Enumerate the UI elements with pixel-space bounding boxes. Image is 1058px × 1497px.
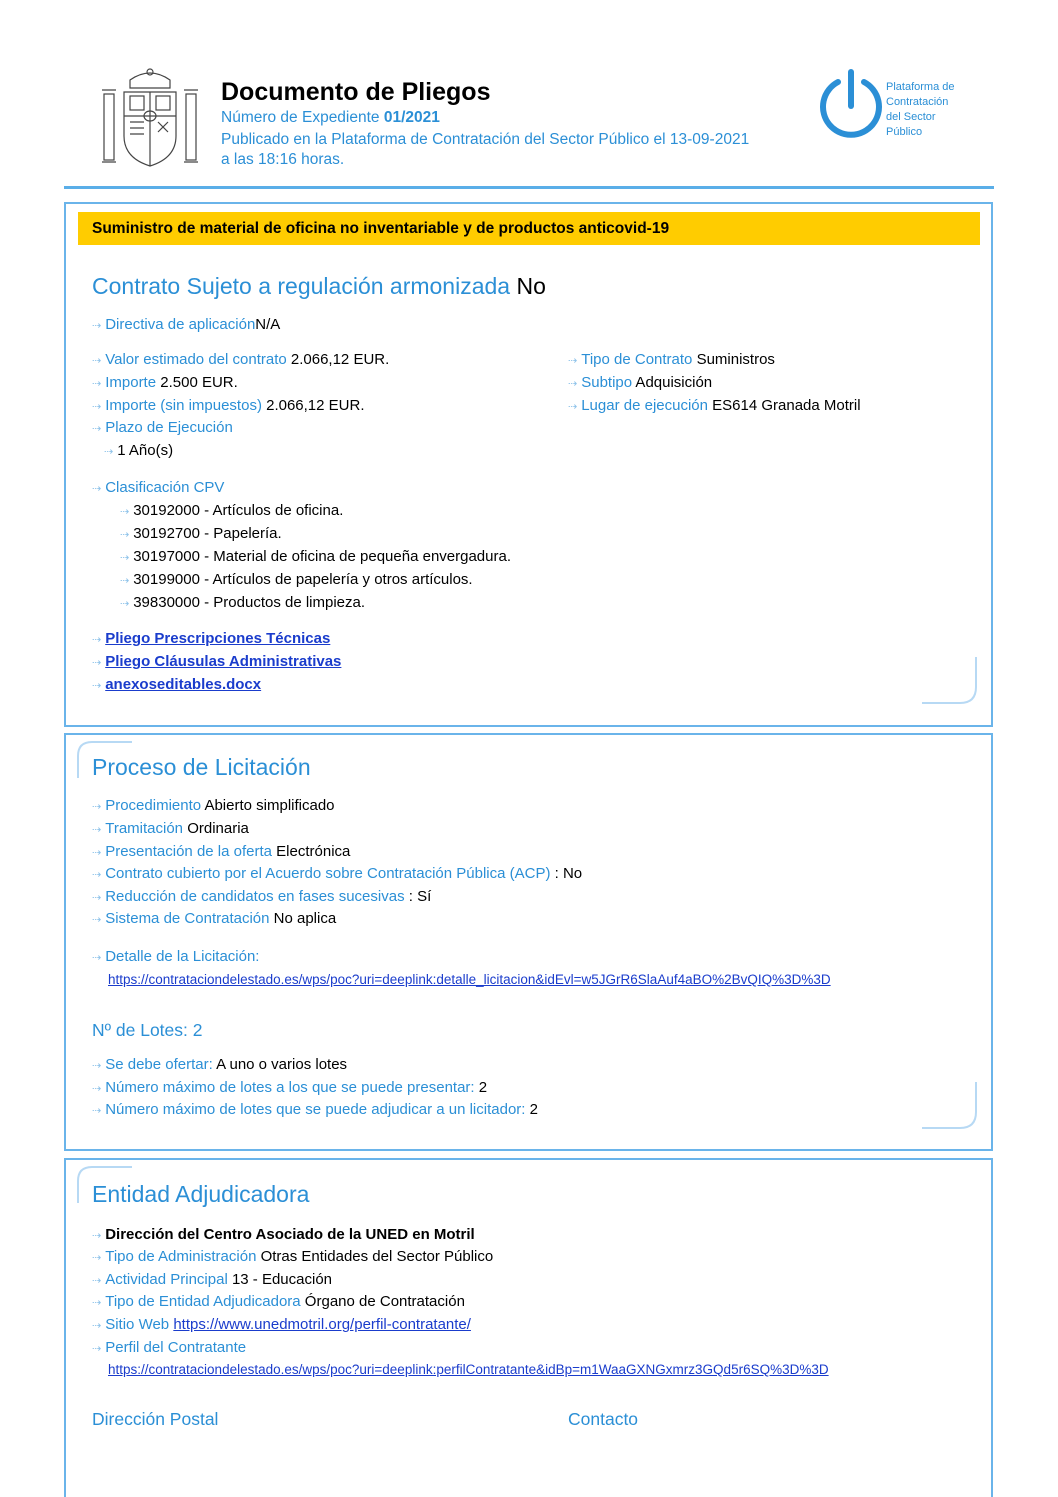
doc-link-row [92, 675, 261, 695]
contacto-heading: Contacto [568, 1409, 639, 1429]
anexos-editables-link[interactable]: anexoseditables.docx [105, 676, 262, 693]
pliego-prescripciones-link[interactable]: Pliego Prescripciones Técnicas [105, 630, 331, 647]
arrow-icon: ⇢ [92, 847, 102, 859]
plazo-ejecucion-row: ⇢ Plazo de Ejecución [92, 419, 233, 436]
entidad-name: Dirección del Centro Asociado de la UNED en Motril [105, 1226, 475, 1243]
arrow-icon: ⇢ [92, 952, 102, 964]
lotes-max-adjudicar-row: ⇢ Número máximo de lotes que se puede adjudicar a un licitador: 2 [92, 1101, 538, 1118]
harmonized-heading: Contrato Sujeto a regulación armonizada No [92, 273, 546, 299]
arrow-icon: ⇢ [92, 869, 102, 881]
doc-link-row [92, 629, 330, 649]
arrow-icon: ⇢ [92, 423, 102, 435]
arrow-icon: ⇢ [120, 529, 130, 541]
cpv-item: ⇢ 39830000 - Productos de limpieza. [120, 594, 366, 611]
directiva-row: ⇢ Directiva de aplicaciónN/A [92, 316, 281, 333]
plazo-value-row: ⇢ 1 Año(s) [104, 442, 174, 459]
arrow-icon: ⇢ [92, 824, 102, 836]
lotes-ofertar-row: ⇢ Se debe ofertar: A uno o varios lotes [92, 1056, 348, 1073]
entidad-heading: Entidad Adjudicadora [92, 1181, 310, 1207]
arrow-icon: ⇢ [92, 355, 102, 367]
arrow-icon: ⇢ [568, 355, 578, 367]
importe-row: ⇢ Importe 2.500 EUR. [92, 374, 238, 391]
arrow-icon: ⇢ [120, 552, 130, 564]
licitacion-heading: Proceso de Licitación [92, 754, 311, 780]
acp-row: ⇢ Contrato cubierto por el Acuerdo sobre Contratación Pública (ACP) : No [92, 865, 583, 882]
arrow-icon: ⇢ [104, 446, 114, 458]
reduccion-row: ⇢ Reducción de candidatos en fases sucesivas : Sí [92, 888, 432, 905]
arrow-icon: ⇢ [92, 320, 102, 332]
sitio-web-row: ⇢ Sitio Web https://www.unedmotril.org/perfil-contratante/ [92, 1316, 471, 1333]
header-divider [64, 186, 994, 189]
arrow-icon: ⇢ [120, 598, 130, 610]
corner-decoration [920, 655, 980, 707]
arrow-icon: ⇢ [92, 378, 102, 390]
pliego-clausulas-link[interactable]: Pliego Cláusulas Administrativas [105, 653, 342, 670]
entidad-name-row [92, 1225, 475, 1245]
sistema-row: ⇢ Sistema de Contratación No aplica [92, 910, 337, 927]
direccion-postal-heading: Dirección Postal [92, 1409, 219, 1429]
cpv-item: ⇢ 30197000 - Material de oficina de pequeña envergadura. [120, 548, 511, 565]
arrow-icon: ⇢ [92, 401, 102, 413]
tramitacion-row: ⇢ Tramitación Ordinaria [92, 820, 249, 837]
corner-decoration [920, 1080, 980, 1132]
arrow-icon: ⇢ [92, 1320, 102, 1332]
arrow-icon: ⇢ [92, 1083, 102, 1095]
expediente-line: Número de Expediente 01/2021 [221, 109, 440, 126]
cpv-item: ⇢ 30192000 - Artículos de oficina. [120, 502, 344, 519]
contract-title-banner: Suministro de material de oficina no inventariable y de productos anticovid-19 [78, 212, 980, 245]
arrow-icon: ⇢ [92, 634, 102, 646]
detalle-url-row [108, 970, 831, 990]
arrow-icon: ⇢ [120, 506, 130, 518]
valor-estimado-row: ⇢ Valor estimado del contrato 2.066,12 EUR. [92, 351, 390, 368]
arrow-icon: ⇢ [92, 1297, 102, 1309]
tipo-contrato-row: ⇢ Tipo de Contrato Suministros [568, 351, 775, 368]
perfil-contratante-link[interactable]: https://contrataciondelestado.es/wps/poc?uri=deeplink:perfilContratante&idBp=m1WaaGXNGxmrz3GQd5r6SQ%3D%3D [108, 1362, 829, 1377]
detalle-label-row: ⇢ Detalle de la Licitación: [92, 948, 260, 965]
presentacion-row: ⇢ Presentación de la oferta Electrónica [92, 843, 351, 860]
arrow-icon: ⇢ [92, 1252, 102, 1264]
importe-sin-impuestos-row: ⇢ Importe (sin impuestos) 2.066,12 EUR. [92, 397, 365, 414]
coat-of-arms-logo [100, 66, 200, 172]
arrow-icon: ⇢ [92, 1230, 102, 1242]
arrow-icon: ⇢ [120, 575, 130, 587]
sitio-web-link[interactable]: https://www.unedmotril.org/perfil-contratante/ [173, 1316, 471, 1333]
detalle-licitacion-link[interactable]: https://contrataciondelestado.es/wps/poc?uri=deeplink:detalle_licitacion&idEvl=w5JGrR6SlaAuf4aBO%2BvQIQ%3D%3D [108, 972, 831, 987]
perfil-label-row: ⇢ Perfil del Contratante [92, 1339, 247, 1356]
lugar-ejecucion-row: ⇢ Lugar de ejecución ES614 Granada Motril [568, 397, 861, 414]
arrow-icon: ⇢ [568, 378, 578, 390]
doc-link-row [92, 652, 341, 672]
arrow-icon: ⇢ [568, 401, 578, 413]
cpv-item: ⇢ 30192700 - Papelería. [120, 525, 282, 542]
lotes-heading: Nº de Lotes: 2 [92, 1020, 203, 1040]
perfil-url-row [108, 1360, 829, 1380]
tipo-entidad-row: ⇢ Tipo de Entidad Adjudicadora Órgano de Contratación [92, 1293, 465, 1310]
platform-logo-text: Plataforma de Contratación del Sector Público [886, 81, 955, 138]
cpv-label-row: ⇢ Clasificación CPV [92, 479, 225, 496]
arrow-icon: ⇢ [92, 1105, 102, 1117]
arrow-icon: ⇢ [92, 1343, 102, 1355]
arrow-icon: ⇢ [92, 657, 102, 669]
published-line-1: Publicado en la Plataforma de Contratación del Sector Público el 13-09-2021 [221, 131, 750, 148]
subtipo-row: ⇢ Subtipo Adquisición [568, 374, 713, 391]
arrow-icon: ⇢ [92, 680, 102, 692]
document-title: Documento de Pliegos [221, 78, 491, 106]
arrow-icon: ⇢ [92, 1060, 102, 1072]
arrow-icon: ⇢ [92, 801, 102, 813]
procedimiento-row: ⇢ Procedimiento Abierto simplificado [92, 797, 335, 814]
arrow-icon: ⇢ [92, 892, 102, 904]
arrow-icon: ⇢ [92, 483, 102, 495]
lotes-max-presentar-row: ⇢ Número máximo de lotes a los que se puede presentar: 2 [92, 1079, 488, 1096]
actividad-principal-row: ⇢ Actividad Principal 13 - Educación [92, 1271, 333, 1288]
arrow-icon: ⇢ [92, 914, 102, 926]
published-line-2: a las 18:16 horas. [221, 151, 345, 168]
cpv-item: ⇢ 30199000 - Artículos de papelería y otros artículos. [120, 571, 473, 588]
expediente-number: 01/2021 [383, 109, 440, 126]
arrow-icon: ⇢ [92, 1275, 102, 1287]
tipo-administracion-row: ⇢ Tipo de Administración Otras Entidades del Sector Público [92, 1248, 494, 1265]
